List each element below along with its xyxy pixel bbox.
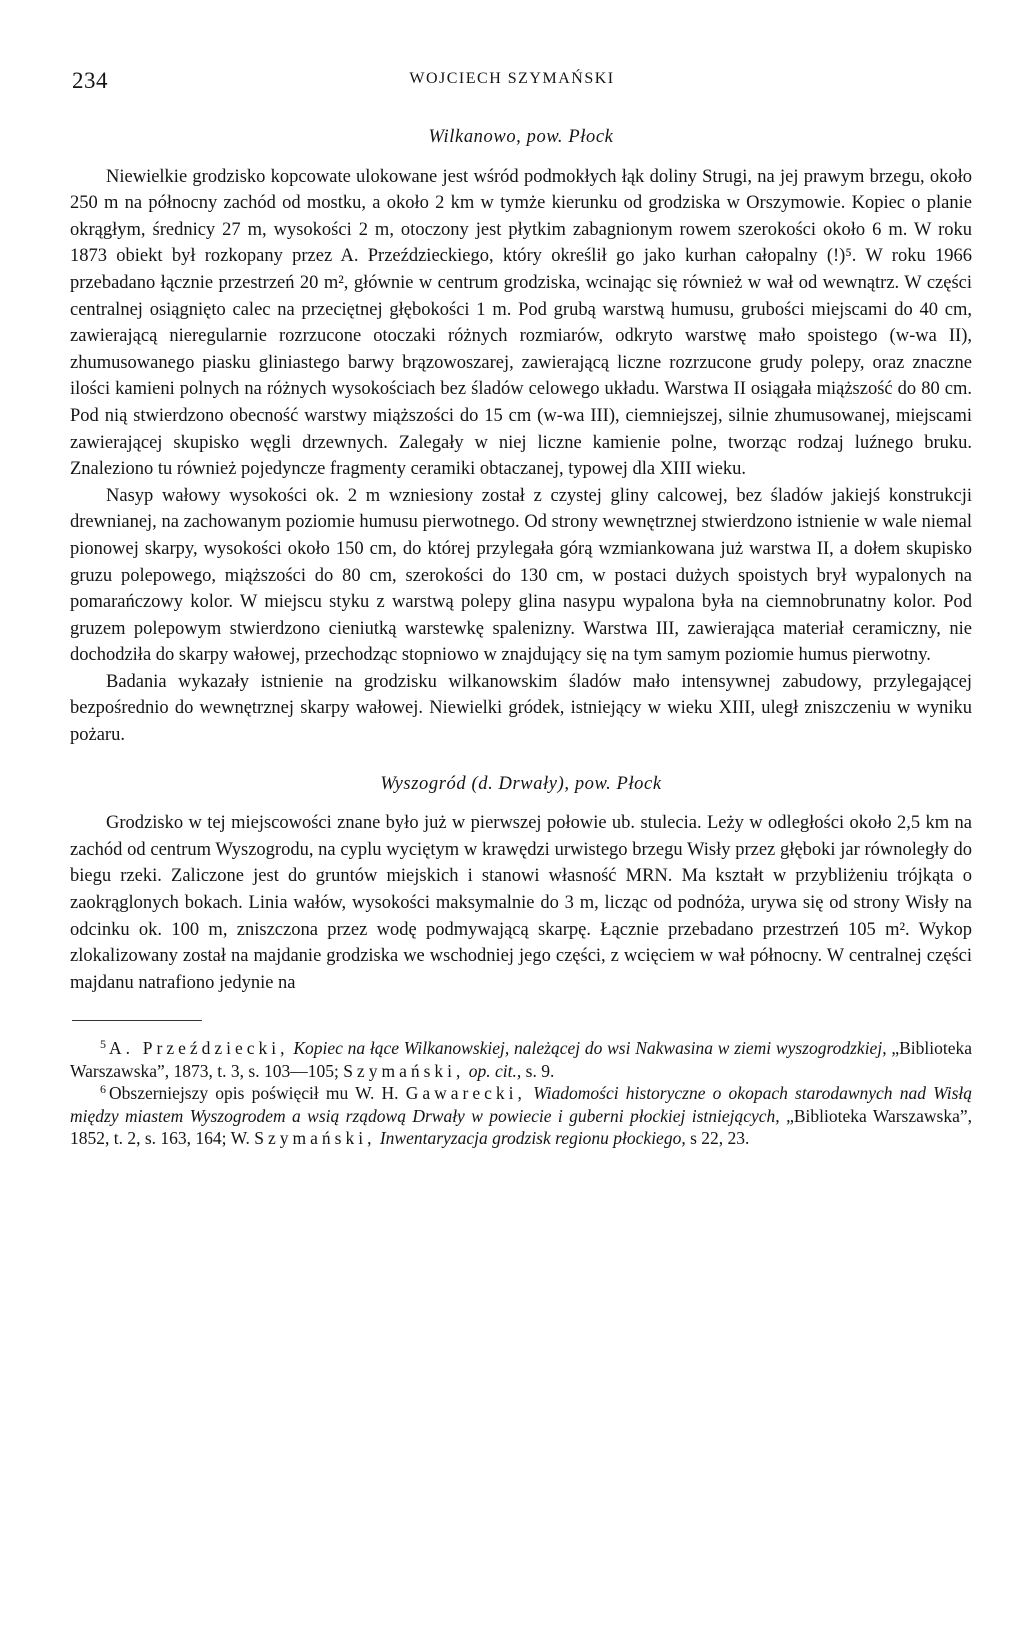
footnote-marker: 6 xyxy=(100,1081,106,1096)
paragraph: Niewielkie grodzisko kopcowate ulokowane jest wśród podmokłych łąk doliny Strugi, na jej prawym brzegu, około 250 m na północny zachód od mostku, a około 2 km w tymże kierunku od grodziska w Orszymowie. Kopiec o planie okrągłym, średnicy 27 m, wysokości 2 m, otoczony jest płytkim zabagnionym rowem szerokości około 6 m. W roku 1873 obiekt był rozkopany przez A. Przeździeckiego, który określił go jako kurhan całopalny (!)⁵. W roku 1966 przebadano łącznie przestrzeń 20 m², głównie w centrum grodziska, wcinając się również w wał od wewnątrz. W części centralnej osiągnięto calec na przeciętnej głębokości 1 m. Pod grubą warstwą humusu, grubości miejscami do 40 cm, zawierającą nieregularnie rozrzucone otoczaki różnych rozmiarów, odkryto warstwę mało spoistego (w-wa II), zhumusowanego piasku gliniastego barwy brązowoszarej, zawierającą liczne rozrzucone grudy polepy, oraz znaczne ilości kamieni polnych na różnych wysokościach bez śladów celowego układu. Warstwa II osiągała miąższość do 80 cm. Pod nią stwierdzono obecność warstwy miąższości do 15 cm (w-wa III), ciemniejszej, silnie zhumusowanej, miejscami zawierającej skupisko węgli drzewnych. Zalegały w niej liczne kamienie polne, tworząc rodzaj luźnego bruku. Znaleziono tu również pojedyncze fragmenty ceramiki obtaczanej, typowej dla XIII wieku. xyxy=(70,166,972,480)
footnote-text: „Biblioteka Warszawska”, 1852, t. 2, s. 163, 164; W. xyxy=(70,1105,972,1149)
paragraph: Grodzisko w tej miejscowości znane było już w pierwszej połowie ub. stulecia. Leży w odległości około 2,5 km na zachód od centrum Wyszogrodu, na cyplu wyciętym w krawędzi urwistego brzegu Wisły przez głęboki jar równoległy do biegu rzeki. Zaliczone jest do gruntów miejskich i stanowi własność MRN. Ma kształt w przybliżeniu trójkąta o zaokrąglonych bokach. Linia wałów, wysokości maksymalnie do 3 m, licząc od podnóża, urywa się od strony Wisły na odcinku ok. 100 m, zniszczona przez wodę podmywającą skarpę. Łącznie przebadano przestrzeń 105 m². Wykop zlokalizowany został na majdanie grodziska we wschodniej jego części, z wcięciem w wał północny. W centralnej części majdanu natrafiono jedynie na xyxy=(70,813,972,993)
footnote-title: Kopiec na łące Wilkanowskiej, należącej do wsi Nakwasina w ziemi wyszogrodzkiej, xyxy=(293,1038,887,1059)
footnote-text: Obszerniejszy opis poświęcił mu W. H. xyxy=(109,1083,399,1104)
footnote-author: A. Przeździecki, xyxy=(109,1038,289,1059)
footnotes xyxy=(70,1037,972,1150)
footnote-text: s 22, 23. xyxy=(690,1128,750,1149)
footnote-text: s. 9. xyxy=(525,1060,555,1081)
footnote-author: Szymański, xyxy=(343,1060,465,1081)
section-title-wilkanowo: Wilkanowo, pow. Płock xyxy=(428,127,614,147)
footnote-cit: op. cit., xyxy=(468,1060,522,1081)
running-head-author: WOJCIECH SZYMAŃSKI xyxy=(409,70,615,87)
main-text xyxy=(70,124,972,1150)
footnote-text: „Biblioteka Warszawska”, 1873, t. 3, s. 103—105; xyxy=(70,1038,973,1081)
footnote-5 xyxy=(70,1037,972,1082)
footnote-title: Inwentaryzacja grodzisk regionu płockiego, xyxy=(379,1128,686,1149)
running-head xyxy=(72,64,952,94)
footnote-title: Wiadomości historyczne o okopach starodawnych nad Wisłą między miastem Wyszogrodem a wsią rządową Drwały w powiecie i guberni płockiej istniejących, xyxy=(70,1083,973,1126)
footnote-6 xyxy=(70,1082,972,1150)
footnote-author: Szymański, xyxy=(254,1128,376,1149)
footnote-divider xyxy=(72,1020,202,1021)
footnote-marker: 5 xyxy=(100,1036,106,1051)
paragraph: Badania wykazały istnienie na grodzisku wilkanowskim śladów mało intensywnej zabudowy, przylegającej bezpośrednio do wewnętrznej skarpy wałowej. Niewielki gródek, istniejący w wieku XIII, uległ zniszczeniu w wyniku pożaru. xyxy=(70,671,972,746)
section-title-wyszogrod: Wyszogród (d. Drwały), pow. Płock xyxy=(380,773,662,794)
page-number: 234 xyxy=(72,68,108,93)
footnote-author: Gawarecki, xyxy=(405,1083,526,1104)
paragraph: Nasyp wałowy wysokości ok. 2 m wzniesiony został z czystej gliny calcowej, bez śladów jakiejś konstrukcji drewnianej, na zachowanym poziomie humusu pierwotnego. Od strony wewnętrznej stwierdzono istnienie w wale niemal pionowej skarpy, wysokości około 150 cm, do której przylegała górą wzmiankowana już warstwa II, a dołem skupisko gruzu polepowego, miąższości do 80 cm, szerokości do 130 cm, w postaci dużych spoistych brył wypalonych na pomarańczowy kolor. W miejscu styku z warstwą polepy glina nasypu wypalona była na ciemnobrunatny kolor. Pod gruzem polepowym stwierdzono cieniutką warstewkę spalenizny. Warstwa III, zawierająca materiał ceramiczny, nie dochodziła do skarpy wałowej, przechodząc stopniowo w znajdujący się na tym samym poziomie humus pierwotny. xyxy=(70,485,972,666)
